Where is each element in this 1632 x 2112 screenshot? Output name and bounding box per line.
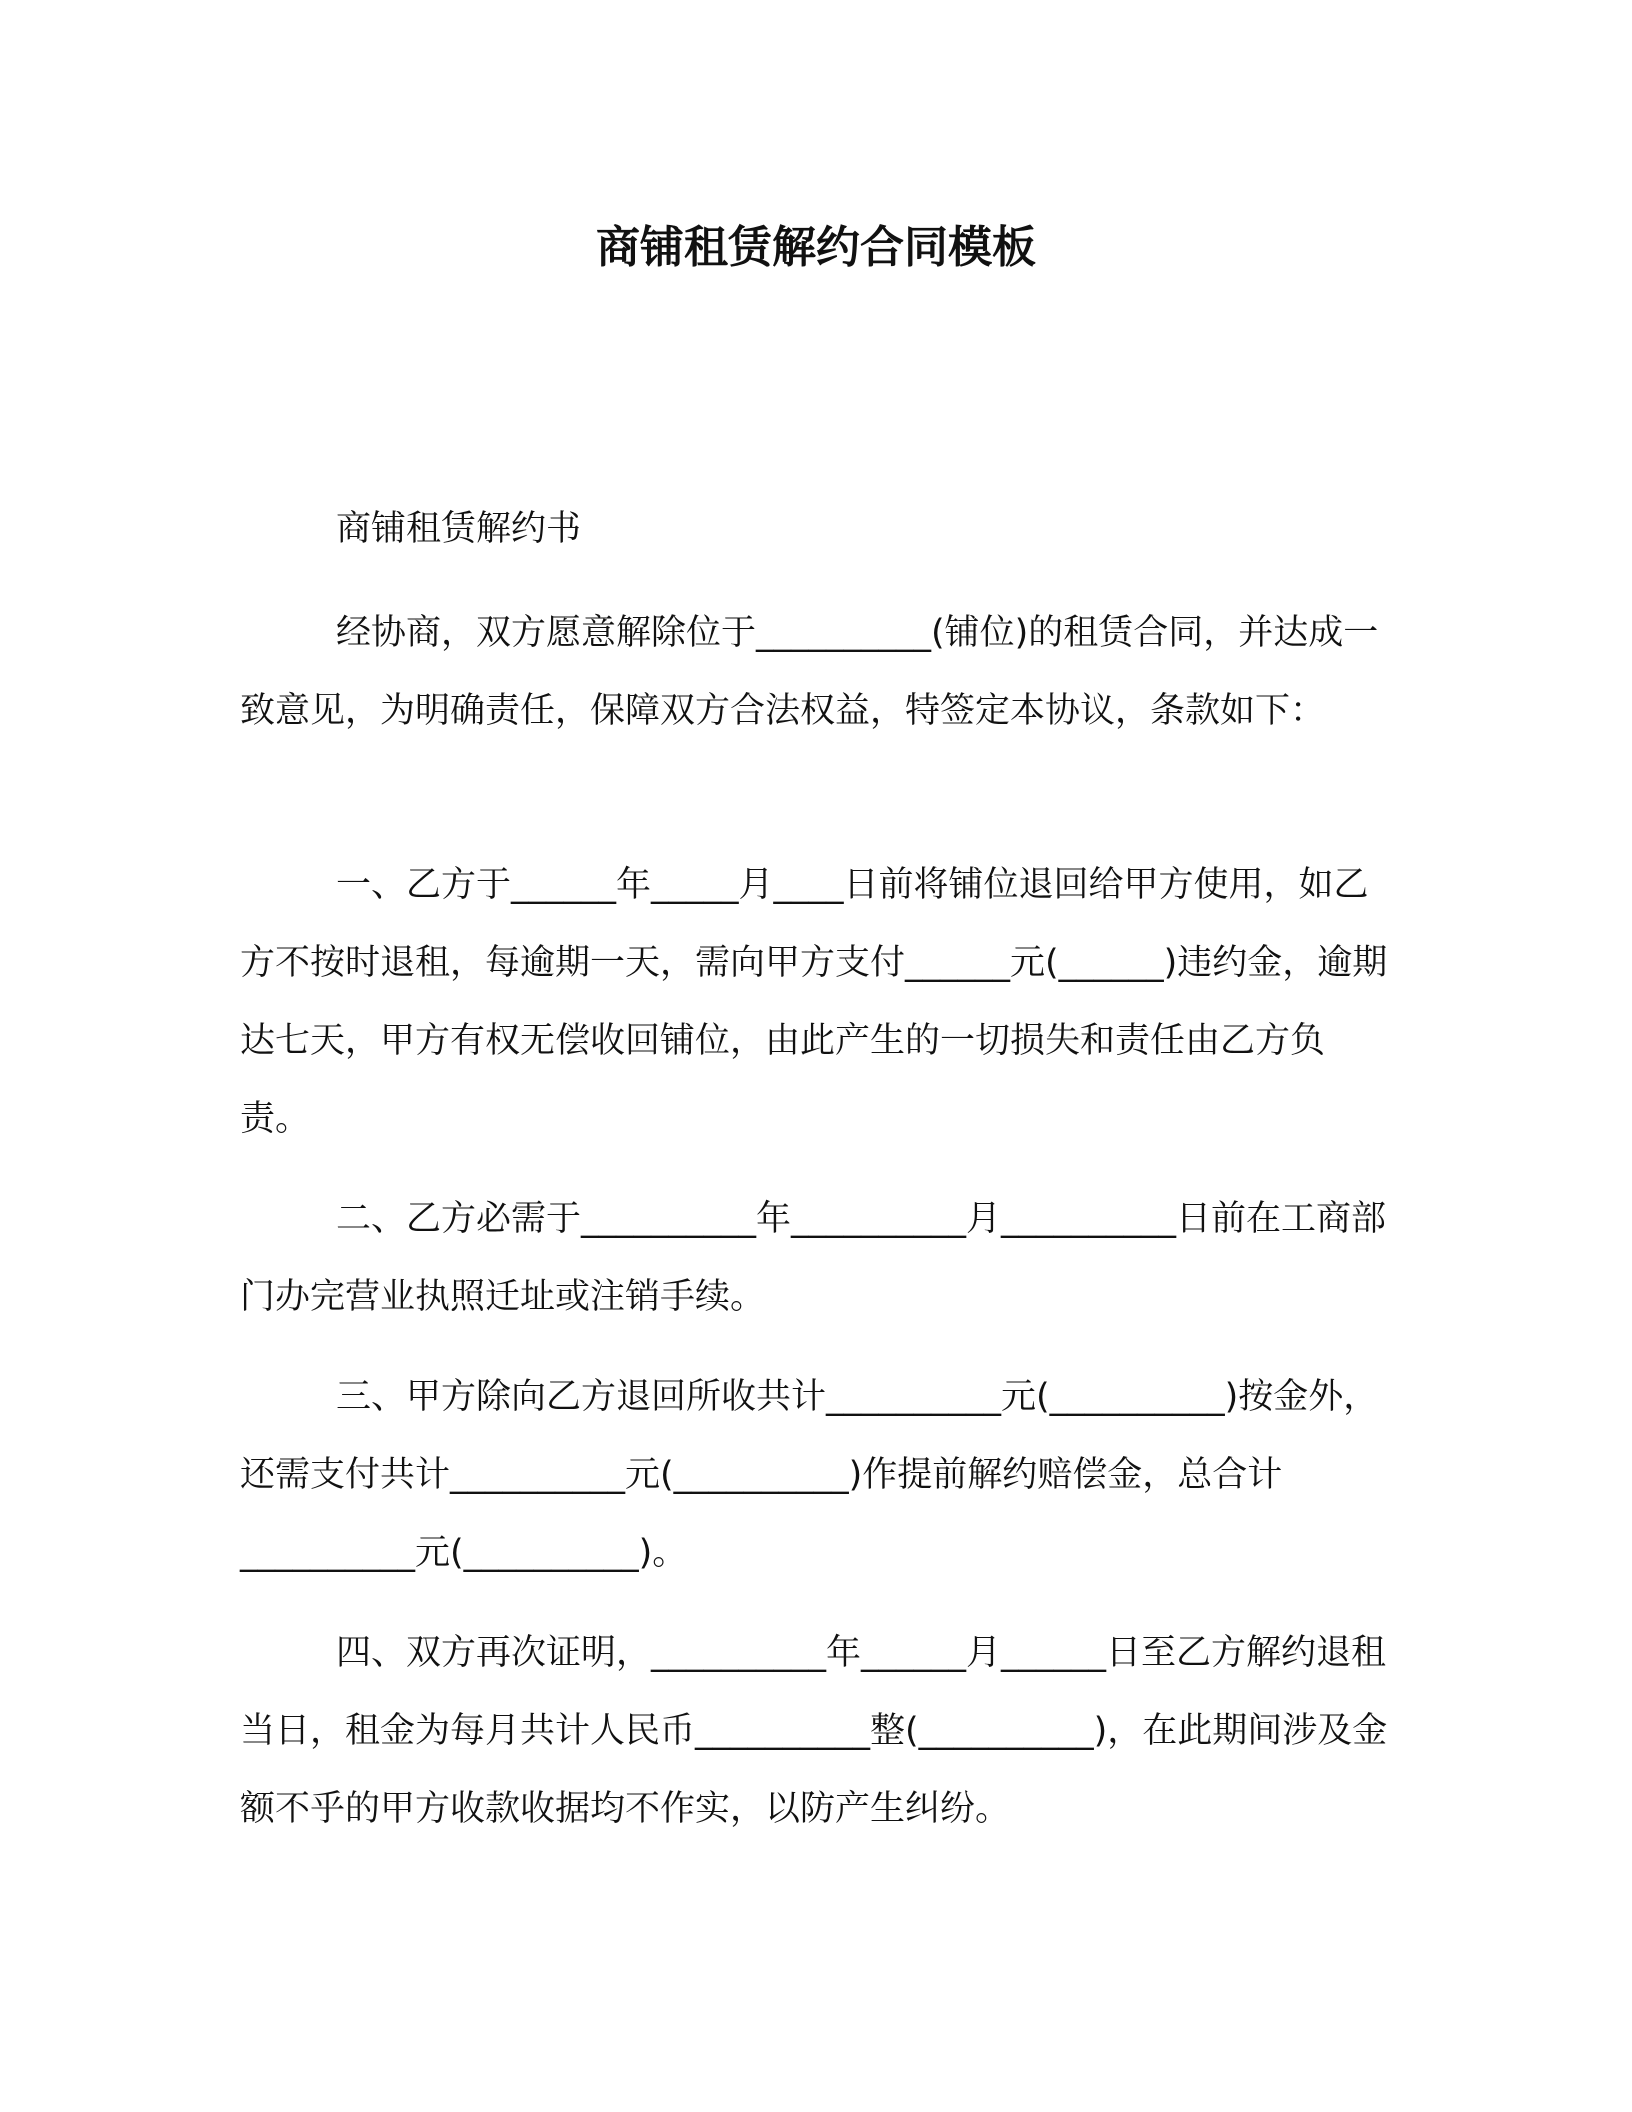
document-subtitle: 商铺租赁解约书 <box>336 509 582 549</box>
document-title: 商铺租赁解约合同模板 <box>596 222 1036 273</box>
intro-paragraph: 经协商，双方愿意解除位于__________(铺位)的租赁合同，并达成一致意见，为明确责任，保障双方合法权益，特签定本协议，条款如下： <box>240 613 1379 731</box>
clause-3-paragraph: 三、甲方除向乙方退回所收共计__________元(__________)按金外，还需支付共计__________元(__________)作提前解约赔偿金，总合计__________元(__________)。 <box>240 1377 1379 1573</box>
clause-2-paragraph: 二、乙方必需于__________年__________月__________日前在工商部门办完营业执照迁址或注销手续。 <box>240 1199 1387 1317</box>
clause-1-paragraph: 一、乙方于______年_____月____日前将铺位退回给甲方使用，如乙方不按时退租，每逾期一天，需向甲方支付______元(______)违约金，逾期达七天，甲方有权无偿收回铺位，由此产生的一切损失和责任由乙方负责。 <box>240 865 1388 1139</box>
clause-4-paragraph: 四、双方再次证明，__________年______月______日至乙方解约退租当日，租金为每月共计人民币__________整(__________)，在此期间涉及金额不乎的甲方收款收据均不作实，以防产生纠纷。 <box>240 1633 1388 1829</box>
